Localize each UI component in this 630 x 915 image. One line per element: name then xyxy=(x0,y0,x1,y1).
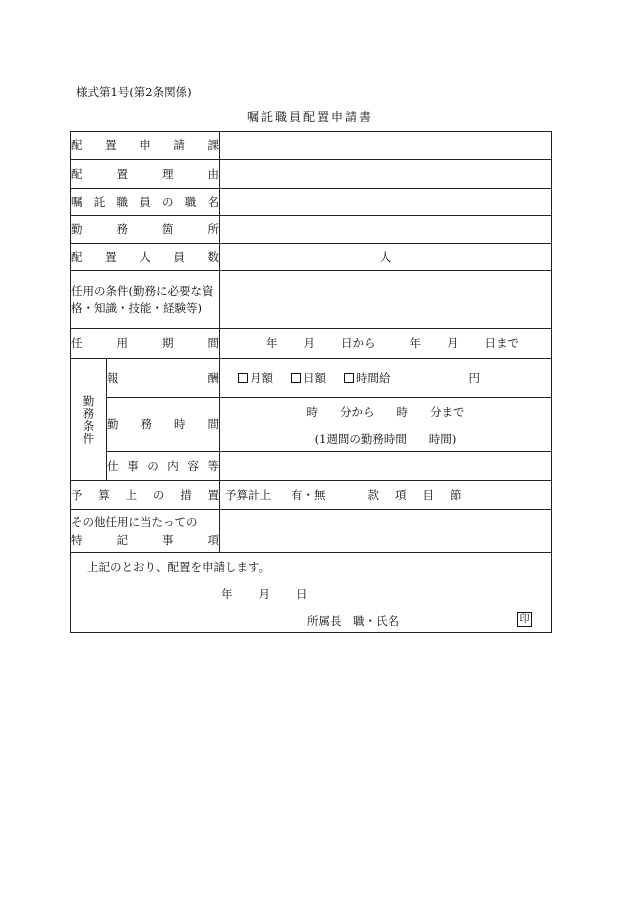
input-pay[interactable] xyxy=(220,359,552,398)
input-duties[interactable] xyxy=(220,452,552,481)
application-form-table xyxy=(70,131,552,633)
row-reason xyxy=(71,160,552,189)
input-budget[interactable]: 予算計上 有・無 款 項 目 節 xyxy=(220,481,552,510)
checkbox-icon xyxy=(344,373,354,383)
label-headcount: 配 置 人 員 数 xyxy=(71,244,220,271)
label-period: 任 用 期 間 xyxy=(71,329,220,359)
input-dept[interactable] xyxy=(220,132,552,160)
label-duties: 仕 事 の 内 容 等 xyxy=(107,452,220,481)
budget-yes-no[interactable]: 有・無 xyxy=(291,487,326,502)
row-budget xyxy=(71,481,552,510)
row-conditions xyxy=(71,271,552,329)
label-workplace: 勤 務 箇 所 xyxy=(71,216,220,244)
label-remarks: その他任用に当たっての 特 記 事 項 xyxy=(71,510,220,553)
pay-unit: 円 xyxy=(468,370,480,385)
input-reason[interactable] xyxy=(220,160,552,189)
label-work-conditions: 勤務条件 xyxy=(71,359,107,481)
input-hours[interactable] xyxy=(220,398,552,452)
application-date[interactable]: 年 月 日 xyxy=(221,587,308,601)
pay-option-monthly[interactable]: 月額 xyxy=(238,370,273,386)
footer-cell xyxy=(71,553,552,633)
label-dept: 配 置 申 請 課 xyxy=(71,132,220,160)
input-period[interactable]: 年 月 日から 年 月 日まで xyxy=(220,329,552,359)
seal-mark: 印 xyxy=(517,612,532,627)
row-period xyxy=(71,329,552,359)
row-duties xyxy=(71,452,552,481)
checkbox-icon xyxy=(238,373,248,383)
label-hours: 勤 務 時 間 xyxy=(107,398,220,452)
input-conditions[interactable] xyxy=(220,271,552,329)
headcount-unit: 人 xyxy=(379,249,392,264)
row-remarks xyxy=(71,510,552,553)
row-footer xyxy=(71,553,552,633)
hours-range: 時 分から 時 分まで xyxy=(306,405,465,420)
pay-option-hourly[interactable]: 時間給 xyxy=(344,370,391,386)
label-pay: 報 酬 xyxy=(107,359,220,398)
pay-option-daily[interactable]: 日額 xyxy=(291,370,326,386)
form-number: 様式第1号(第2条関係) xyxy=(76,85,192,99)
label-reason: 配 置 理 由 xyxy=(71,160,220,189)
input-headcount[interactable] xyxy=(220,244,552,271)
row-workplace xyxy=(71,216,552,244)
declaration-text: 上記のとおり、配置を申請します。 xyxy=(87,560,271,574)
input-job-title[interactable] xyxy=(220,189,552,216)
row-pay xyxy=(71,359,552,398)
checkbox-icon xyxy=(291,373,301,383)
row-hours xyxy=(71,398,552,452)
signer-label: 所属長 職・氏名 xyxy=(307,614,399,628)
label-job-title: 嘱 託 職 員 の 職 名 xyxy=(71,189,220,216)
label-conditions: 任用の条件(勤務に必要な資格・知識・技能・経験等) xyxy=(71,271,220,329)
row-headcount xyxy=(71,244,552,271)
row-job-title xyxy=(71,189,552,216)
input-remarks[interactable] xyxy=(220,510,552,553)
row-dept xyxy=(71,132,552,160)
input-workplace[interactable] xyxy=(220,216,552,244)
document-title: 嘱託職員配置申請書 xyxy=(246,110,373,124)
label-budget: 予 算 上 の 措 置 xyxy=(71,481,220,510)
weekly-hours: (1週間の勤務時間 時間) xyxy=(314,431,457,446)
